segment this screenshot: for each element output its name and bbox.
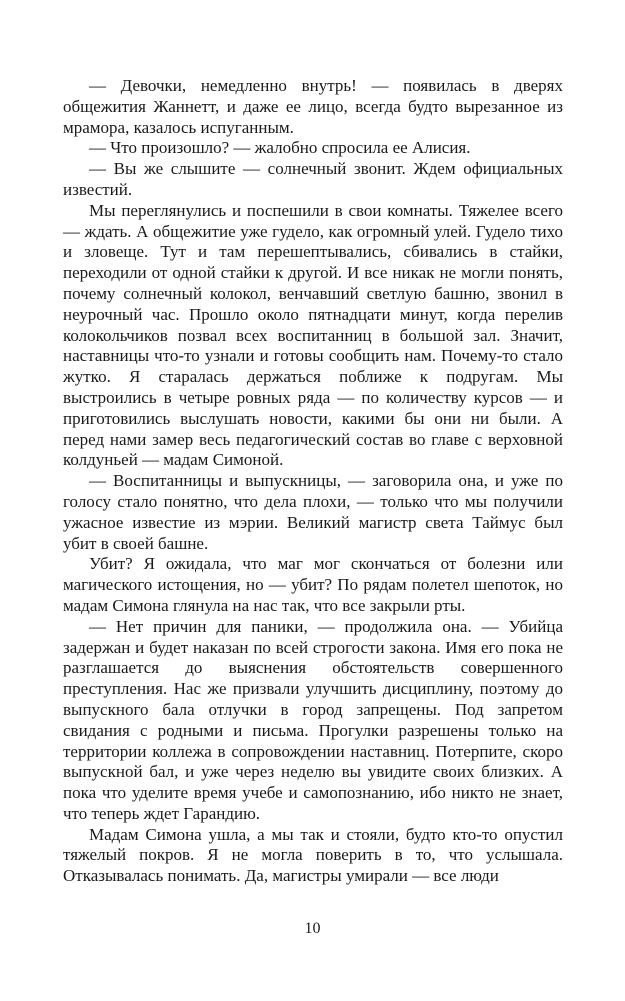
text-paragraph: Мы переглянулись и поспешили в свои комнаты. Тяжелее всего — ждать. А общежитие уже гудело, как огромный улей. Гудело тихо и зловеще. Тут и там перешептывались, сбивались в стайки, переходили от одной стайки к другой. И все никак не могли понять, почему солнечный колокол, венчавший светлую башню, звонил в неурочный час. Прошло около пятнадцати минут, когда перелив колокольчиков позвал всех воспитанниц в большой зал. Значит, наставницы что-то узнали и готовы сообщить нам. Почему-то стало жутко. Я старалась держаться поближе к подругам. Мы выстроились в четыре ровных ряда — по количеству курсов — и приготовились выслушать новости, какими бы они ни были. А перед нами замер весь педагогический состав во главе с верховной колдуньей — мадам Симоной.	[63, 200, 563, 470]
text-paragraph: Убит? Я ожидала, что маг мог скончаться от болезни или магического истощения, но — убит? По рядам полетел шепоток, но мадам Симона глянула на нас так, что все закрыли рты.	[63, 554, 563, 615]
page-number: 10	[304, 920, 321, 937]
text-paragraph: — Нет причин для паники, — продолжила она. — Убийца задержан и будет наказан по всей строгости закона. Имя его пока не разглашается до выяснения обстоятельств совершенного преступления. Нас же призвали улучшить дисциплину, поэтому до выпускного бала отлучки в город запрещены. Под запретом свидания с родными и письма. Прогулки разрешены только на территории коллежа в сопровождении наставниц. Потерпите, скоро выпускной бал, и уже через неделю вы увидите своих близких. А пока что уделите время учебе и самопознанию, ибо никто не знает, что теперь ждет Гарандию.	[63, 616, 563, 823]
page-text	[63, 76, 563, 887]
text-paragraph: — Девочки, немедленно внутрь! — появилась в дверях общежития Жаннетт, и даже ее лицо, всегда будто вырезанное из мрамора, казалось испуганным.	[63, 76, 563, 137]
text-paragraph: — Воспитанницы и выпускницы, — заговорила она, и уже по голосу стало понятно, что дела плохи, — только что мы получили ужасное известие из мэрии. Великий магистр света Таймус был убит в своей башне.	[63, 471, 563, 553]
text-paragraph: — Что произошло? — жалобно спросила ее Алисия.	[89, 138, 471, 158]
text-paragraph: — Вы же слышите — солнечный звонит. Ждем официальных известий.	[63, 159, 563, 199]
text-paragraph: Мадам Симона ушла, а мы так и стояли, будто кто-то опустил тяжелый покров. Я не могла поверить в то, что услышала. Отказывалась понимать. Да, магистры умирали — все люди	[63, 824, 563, 886]
